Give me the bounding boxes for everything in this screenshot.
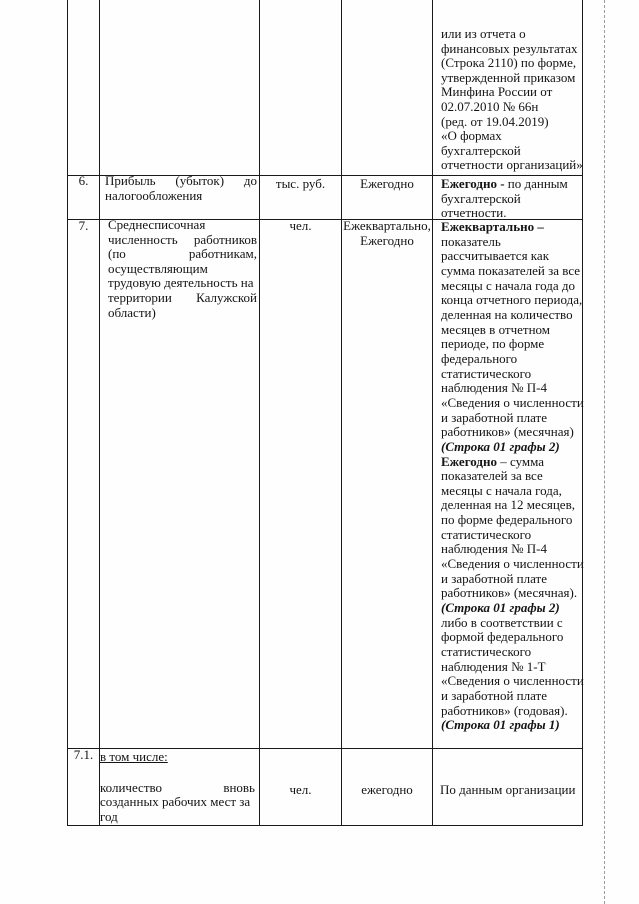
text-line: 02.07.2010 № 66н — [441, 98, 539, 114]
text-line: финансовых результатах — [441, 40, 578, 56]
table-border-left — [67, 0, 68, 826]
text-line: отчетности. — [441, 205, 507, 221]
row71-name — [100, 750, 255, 824]
text-line: работников» (годовая). — [441, 702, 568, 718]
text-line: утвержденной приказом — [441, 69, 576, 85]
table-border-col4 — [432, 0, 433, 826]
text-line: статистического — [441, 526, 532, 542]
text-line: статистического — [441, 644, 532, 660]
text-line: работников» (месячная). — [441, 585, 578, 601]
row6-description — [441, 177, 591, 221]
text-line: периоде, по форме — [441, 336, 545, 352]
row6-number: 6. — [78, 173, 89, 188]
row7-period — [342, 219, 432, 248]
row6-unit: тыс. руб. — [275, 176, 326, 191]
text-ref: (Строка 01 графы 2) — [441, 600, 560, 616]
row7-name — [108, 218, 257, 320]
text-span: по данным — [504, 176, 568, 191]
text-line: и заработной плате — [441, 570, 547, 586]
row6-period: Ежегодно — [360, 176, 414, 191]
row71-description: По данным организации — [440, 782, 576, 797]
text-bold: Ежегодно - — [441, 176, 505, 191]
text-line: области) — [108, 304, 156, 320]
scan-margin-line — [604, 0, 605, 904]
text-line: (по работникам, — [108, 246, 257, 262]
text-line: созданных рабочих мест за — [100, 794, 251, 810]
text-line: рассчитывается как — [441, 248, 550, 264]
text-line: и заработной плате — [441, 409, 547, 425]
text-line: сумма показателей за все — [441, 262, 581, 278]
text-line: деленная на количество — [441, 306, 573, 322]
text-line: деленная на 12 месяцев, — [441, 497, 575, 513]
text-line: наблюдения № П-4 — [441, 541, 547, 557]
text-underlined: в том числе: — [100, 749, 168, 764]
text-line: год — [100, 808, 118, 824]
text-line: статистического — [441, 365, 532, 381]
text-bold: Ежеквартально – — [441, 219, 544, 234]
text-word: количество — [100, 779, 163, 795]
text-line: бухгалтерской — [441, 190, 521, 206]
text-ref: (Строка 01 графы 2) — [441, 438, 560, 454]
text-line: работников» (месячная) — [441, 424, 574, 440]
text-line: месяцы с начала года до — [441, 277, 576, 293]
text-word: вновь — [223, 779, 255, 795]
text-line: наблюдения № 1-Т — [441, 658, 546, 674]
text-line: «Сведения о численности — [441, 556, 584, 572]
table-border-col1 — [99, 0, 100, 826]
text-line: «Сведения о численности — [441, 394, 584, 410]
text-line: (Строка 2110) по форме, — [441, 55, 577, 71]
text-line: налогообложения — [105, 187, 203, 203]
text-line: (ред. от 19.04.2019) — [441, 113, 549, 129]
text-line: или из отчета о — [441, 26, 526, 41]
row6-name — [105, 174, 257, 203]
row71-number: 7.1. — [73, 747, 94, 762]
text-line: осуществляющим — [108, 260, 208, 276]
text-line: территории Калужской — [108, 289, 257, 305]
cont-description — [441, 27, 591, 173]
text-line: численность работников — [108, 231, 257, 247]
text-line: «Сведения о численности — [441, 673, 584, 689]
text-word: Прибыль — [105, 173, 156, 188]
text-line: показатель — [441, 233, 501, 249]
text-line: показателей за все — [441, 468, 543, 484]
text-line: Ежегодно — [360, 232, 414, 248]
text-line: конца отчетного периода, — [441, 292, 583, 308]
text-word: (убыток) — [175, 173, 225, 188]
row7-description — [441, 220, 591, 733]
table-border-col3 — [341, 0, 342, 826]
text-line: Среднесписочная — [108, 217, 206, 232]
text-line: месяцев в отчетном — [441, 321, 551, 337]
table-border-col2 — [259, 0, 260, 826]
text-line: Минфина России от — [441, 84, 553, 100]
text-line: трудовую деятельность на — [108, 275, 254, 291]
text-line: либо в соответствии с — [441, 614, 563, 630]
text-line: федерального — [441, 350, 518, 366]
text-ref: (Строка 01 графы 1) — [441, 717, 560, 733]
text-line: бухгалтерской — [441, 142, 521, 158]
row7-unit: чел. — [289, 218, 312, 233]
text-line: «О формах — [441, 128, 502, 144]
table-border-bottom — [67, 825, 583, 826]
text-line: формой федерального — [441, 629, 564, 645]
text-word: до — [243, 173, 257, 188]
text-line: по форме федерального — [441, 512, 573, 528]
row7-number: 7. — [78, 218, 89, 233]
text-span: – сумма — [496, 453, 545, 469]
row71-period: ежегодно — [361, 782, 413, 797]
text-line: и заработной плате — [441, 688, 547, 703]
text-line: наблюдения № П-4 — [441, 380, 547, 396]
row71-unit: чел. — [289, 782, 312, 797]
text-line: месяцы с начала года, — [441, 482, 562, 498]
text-line: отчетности организаций» — [441, 157, 583, 173]
text-bold: Ежегодно — [441, 453, 497, 469]
text-line: Ежеквартально, — [343, 218, 431, 233]
